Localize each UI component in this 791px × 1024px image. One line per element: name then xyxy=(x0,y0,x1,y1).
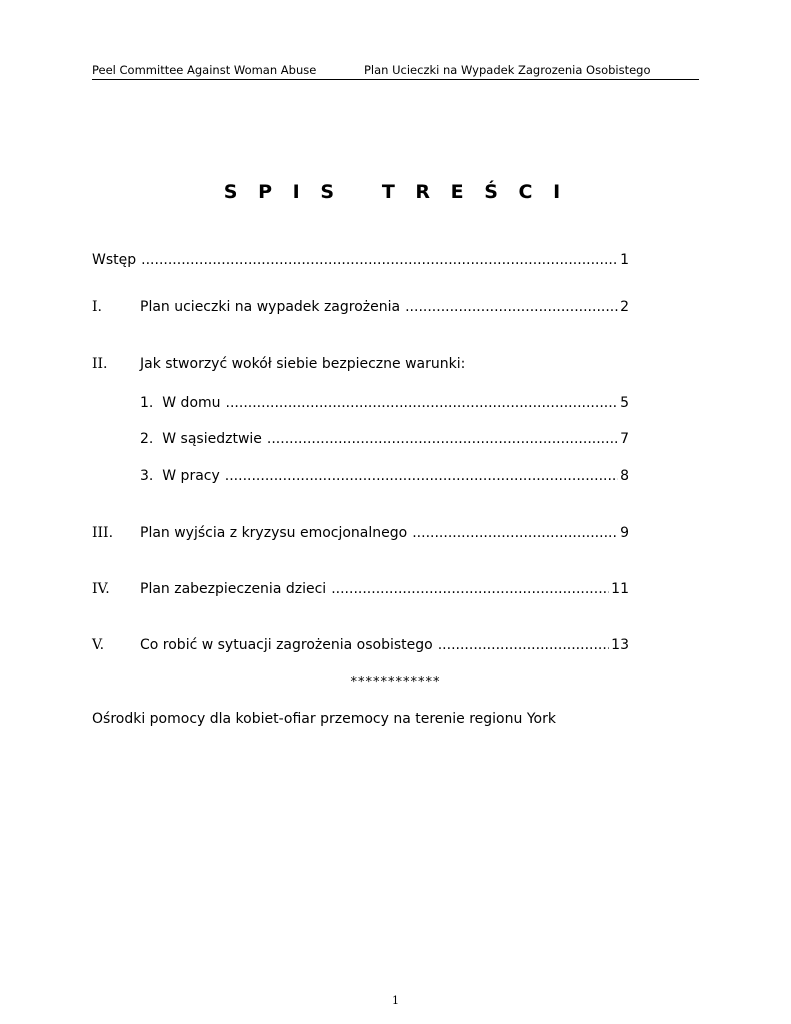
dot-leader xyxy=(226,394,619,412)
toc-page-number: 1 xyxy=(620,252,629,268)
toc-entry-label: Plan ucieczki na wypadek zagrożenia xyxy=(140,299,401,315)
section-numeral: III. xyxy=(92,525,114,541)
page-title: S P I S T R E Ś C I xyxy=(223,181,568,203)
section-numeral: I. xyxy=(92,299,102,315)
header-organization: Peel Committee Against Woman Abuse xyxy=(92,63,317,77)
toc-page-number: 13 xyxy=(611,637,629,653)
toc-entry-label: Plan zabezpieczenia dzieci xyxy=(140,581,327,597)
page-number: 1 xyxy=(392,994,399,1007)
toc-entry-label: Wstęp xyxy=(92,252,137,268)
toc-subentry-neighbourhood[interactable] xyxy=(92,430,629,448)
dot-leader xyxy=(141,251,618,269)
toc-subentry-work[interactable] xyxy=(92,467,629,485)
section-numeral: V. xyxy=(92,637,105,653)
toc-page-number: 5 xyxy=(620,395,629,411)
dot-leader xyxy=(412,524,618,542)
dot-leader xyxy=(225,467,618,485)
closing-entry[interactable]: Ośrodki pomocy dla kobiet-ofiar przemocy na terenie regionu York xyxy=(92,711,556,727)
toc-entry-label: Co robić w sytuacji zagrożenia osobistego xyxy=(140,637,433,653)
dot-leader xyxy=(331,580,609,598)
toc-entry-label: 2. W sąsiedztwie xyxy=(140,431,262,447)
toc-entry-section-1[interactable] xyxy=(92,298,629,316)
toc-page-number: 9 xyxy=(620,525,629,541)
toc-page-number: 2 xyxy=(620,299,629,315)
toc-entry-label: 3. W pracy xyxy=(140,468,220,484)
toc-entry-section-5[interactable] xyxy=(92,636,629,654)
toc-entry-section-2[interactable] xyxy=(92,355,629,373)
toc-page-number: 11 xyxy=(611,581,629,597)
toc-entry-label: 1. W domu xyxy=(140,395,221,411)
toc-entry-intro[interactable] xyxy=(92,251,629,269)
toc-page-number: 7 xyxy=(620,431,629,447)
toc-entry-section-3[interactable] xyxy=(92,524,629,542)
running-header xyxy=(92,62,699,80)
toc-entry-label: Jak stworzyć wokół siebie bezpieczne warunki: xyxy=(140,356,466,372)
section-numeral: II. xyxy=(92,356,108,372)
dot-leader xyxy=(405,298,618,316)
toc-subentry-home[interactable] xyxy=(92,394,629,412)
toc-page-number: 8 xyxy=(620,468,629,484)
toc-entry-label: Plan wyjścia z kryzysu emocjonalnego xyxy=(140,525,408,541)
dot-leader xyxy=(267,430,618,448)
section-numeral: IV. xyxy=(92,581,110,597)
dot-leader xyxy=(438,636,609,654)
separator: ************ xyxy=(350,675,441,690)
header-document-title: Plan Ucieczki na Wypadek Zagrozenia Osobistego xyxy=(364,63,651,77)
toc-entry-section-4[interactable] xyxy=(92,580,629,598)
